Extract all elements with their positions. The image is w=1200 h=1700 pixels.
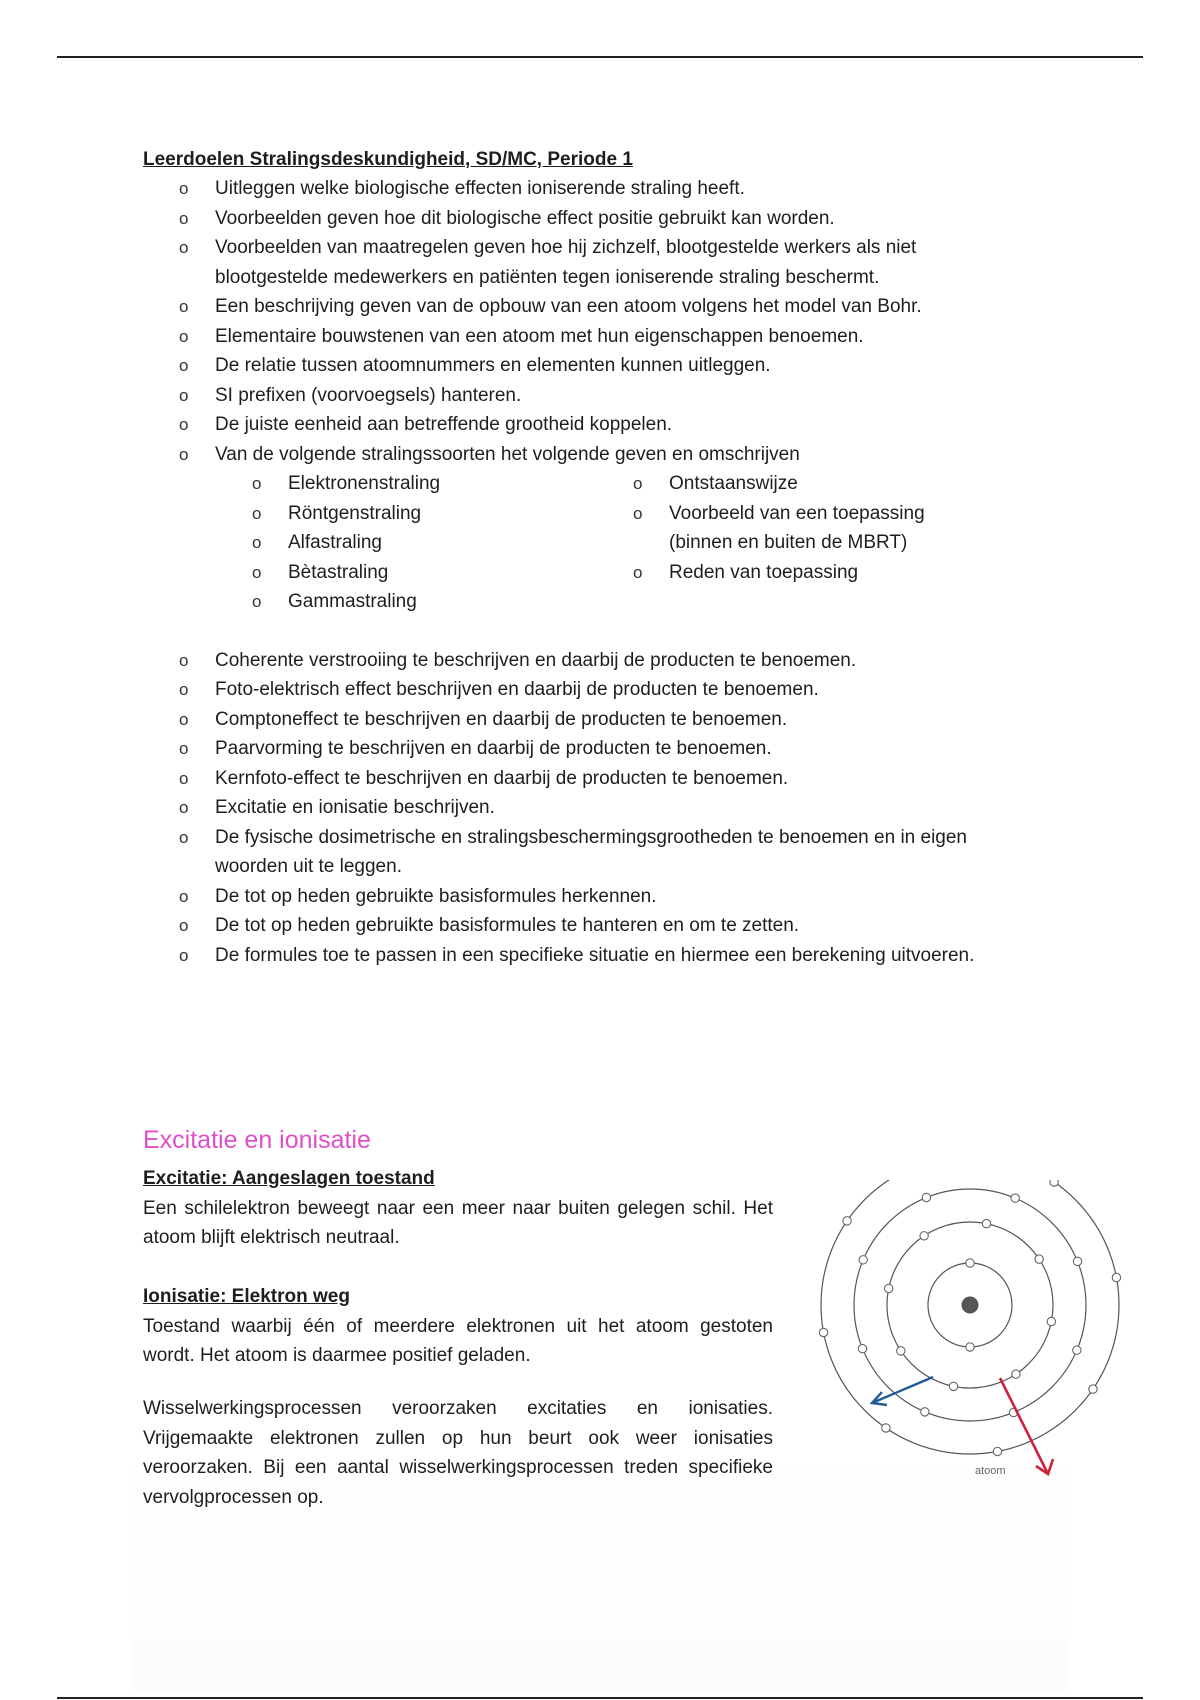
- shell-4: [821, 1180, 1119, 1454]
- list-item: o Kernfoto-effect te beschrijven en daarbij de producten te benoemen.: [143, 764, 1083, 794]
- electron: [966, 1259, 974, 1267]
- interaction-text: Wisselwerkingsprocessen veroorzaken excitaties en ionisaties. Vrijgemaakte elektronen zullen op hun beurt ook weer ionisaties veroorzaken. Bij een aantal wisselwerkingsprocessen treden specifieke vervolgprocessen op.: [143, 1398, 773, 1508]
- electron: [1050, 1180, 1058, 1186]
- atom-label: atoom: [975, 1465, 1006, 1477]
- goal-group-1: [143, 174, 1083, 292]
- interaction-block: [143, 1394, 773, 1512]
- list-item: o De juiste eenheid aan betreffende grootheid koppelen.: [143, 410, 1083, 440]
- electron: [993, 1447, 1001, 1455]
- learning-goals-title: Leerdoelen Stralingsdeskundigheid, SD/MC, Periode 1: [143, 149, 633, 170]
- radiation-types-list: [143, 469, 633, 617]
- electron: [1011, 1194, 1019, 1202]
- electron: [1112, 1273, 1120, 1281]
- list-item: o SI prefixen (voorvoegsels) hanteren.: [143, 381, 1083, 411]
- electron: [966, 1343, 974, 1351]
- list-item: o Coherente verstrooiing te beschrijven en daarbij de producten te benoemen.: [143, 646, 1083, 676]
- list-item: o De tot op heden gebruikte basisformules te hanteren en om te zetten.: [143, 911, 1083, 941]
- list-item: o Ontstaanswijze: [633, 469, 1013, 499]
- ionisation-block: [143, 1282, 773, 1371]
- electron: [1073, 1346, 1081, 1354]
- goal-group-4: [143, 440, 1083, 617]
- ionisation-text: Toestand waarbij één of meerdere elektronen uit het atoom gestoten wordt. Het atoom is daarmee positief geladen.: [143, 1315, 773, 1366]
- list-item: o Een beschrijving geven van de opbouw van een atoom volgens het model van Bohr.: [143, 292, 1083, 322]
- list-item: o Voorbeeld van een toepassing (binnen en buiten de MBRT): [633, 499, 949, 558]
- electron: [1047, 1317, 1055, 1325]
- list-item: o Voorbeelden geven hoe dit biologische effect positie gebruikt kan worden.: [143, 204, 1083, 234]
- electron: [1035, 1255, 1043, 1263]
- list-item: o Paarvorming te beschrijven en daarbij de producten te benoemen.: [143, 734, 1083, 764]
- list-item: o Gammastraling: [143, 587, 633, 617]
- electron: [819, 1328, 827, 1336]
- section-title: Excitatie en ionisatie: [143, 1126, 371, 1154]
- electron: [1073, 1257, 1081, 1265]
- nucleus: [962, 1297, 979, 1314]
- excitation-text: Een schilelektron beweegt naar een meer naar buiten gelegen schil. Het atoom blijft elektrisch neutraal.: [143, 1197, 773, 1248]
- learning-goals: [143, 145, 1083, 970]
- list-item: o De formules toe te passen in een specifieke situatie en hiermee een berekening uitvoeren.: [143, 941, 1083, 971]
- excitation-heading: Excitatie: Aangeslagen toestand: [143, 1168, 435, 1189]
- list-item: o De relatie tussen atoomnummers en elementen kunnen uitleggen.: [143, 351, 1083, 381]
- goal-group-6: [143, 823, 1083, 971]
- list-item: o Foto-elektrisch effect beschrijven en daarbij de producten te benoemen.: [143, 675, 1083, 705]
- electron: [1012, 1370, 1020, 1378]
- excitation-block: [143, 1164, 773, 1253]
- list-item: o Elementaire bouwstenen van een atoom met hun eigenschappen benoemen.: [143, 322, 1083, 352]
- bottom-rule: [57, 1697, 1143, 1699]
- list-item: o Röntgenstraling: [143, 499, 633, 529]
- electrons: [819, 1180, 1120, 1456]
- list-item: o Van de volgende stralingssoorten het volgende geven en omschrijven: [143, 440, 1083, 470]
- electron: [922, 1193, 930, 1201]
- list-item: o De tot op heden gebruikte basisformules herkennen.: [143, 882, 1083, 912]
- goal-group-3: [143, 381, 1083, 440]
- electron: [882, 1424, 890, 1432]
- list-item: o Voorbeelden van maatregelen geven hoe hij zichzelf, blootgestelde werkers als niet blootgestelde medewerkers en patiënten tegen ioniserende straling beschermt.: [143, 233, 975, 292]
- electron: [1089, 1385, 1097, 1393]
- electron: [921, 1408, 929, 1416]
- top-rule: [57, 56, 1143, 58]
- atom-diagram: [810, 1180, 1130, 1500]
- list-item: o Comptoneffect te beschrijven en daarbij de producten te benoemen.: [143, 705, 1083, 735]
- electron: [859, 1256, 867, 1264]
- list-item: o De fysische dosimetrische en stralingsbeschermingsgrootheden te benoemen en in eigen woorden uit te leggen.: [143, 823, 1015, 882]
- list-item: o Bètastraling: [143, 558, 633, 588]
- electron: [897, 1347, 905, 1355]
- goal-group-5: [143, 646, 1083, 823]
- electron: [858, 1344, 866, 1352]
- electron: [884, 1284, 892, 1292]
- electron: [843, 1217, 851, 1225]
- list-item: o Elektronenstraling: [143, 469, 633, 499]
- list-item: o Alfastraling: [143, 528, 633, 558]
- goal-group-2: [143, 292, 1083, 381]
- list-item: o Uitleggen welke biologische effecten ioniserende straling heeft.: [143, 174, 1083, 204]
- electron: [920, 1232, 928, 1240]
- ionisation-arrow: [1000, 1378, 1048, 1474]
- ionisation-heading: Ionisatie: Elektron weg: [143, 1286, 350, 1307]
- electron: [982, 1219, 990, 1227]
- list-item: o Excitatie en ionisatie beschrijven.: [143, 793, 1083, 823]
- electron: [949, 1382, 957, 1390]
- list-item: o Reden van toepassing: [633, 558, 1013, 588]
- aspects-list: [633, 469, 1013, 587]
